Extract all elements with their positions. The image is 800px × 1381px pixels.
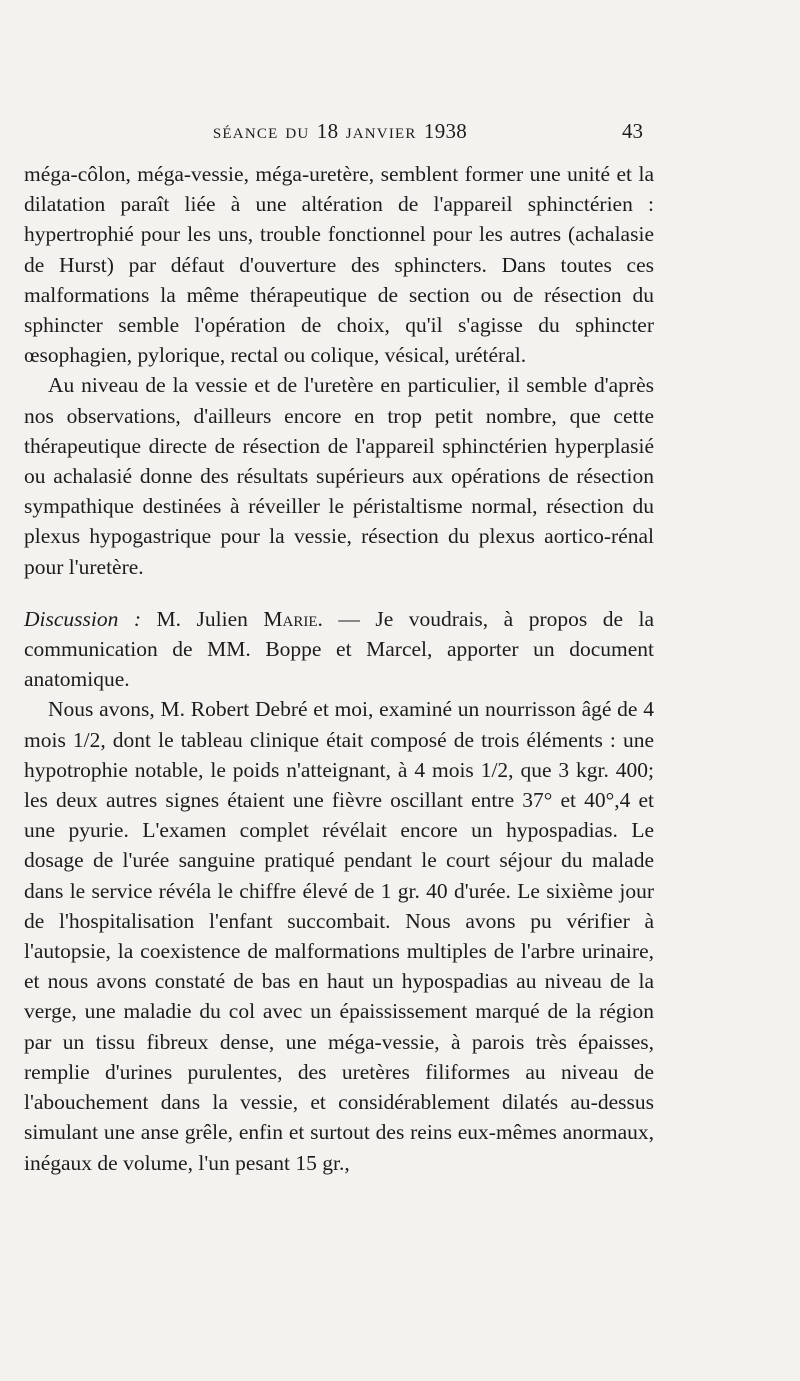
running-head-year: 1938 — [423, 119, 468, 143]
page-number: 43 — [622, 119, 643, 143]
discussion-speaker-prefix: M. Julien — [156, 606, 248, 631]
running-head-month: JANVIER — [345, 126, 417, 142]
paragraph-vessie-uretere: Au niveau de la vessie et de l'uretère en particulier, il semble d'après nos observations, d'ailleurs encore en trop petit nombre, que cette thérapeutique directe de résection de l'appareil sphinctérien hyperplasié ou achalasié donne des résultats supérieurs aux opérations de résection sympathique destinées à réveiller le péristaltisme normal, résection du plexus hypogastrique pour la vessie, résection du plexus aortico-rénal pour l'uretère. — [24, 373, 654, 579]
paragraph-continuation: méga-côlon, méga-vessie, méga-uretère, semblent former une unité et la dilatation paraît liée à une altération de l'appareil sphinctérien : hypertrophié pour les uns, trouble fonctionnel pour les autres (achalasie de Hurst) par défaut d'ouverture des sphincters. Dans toutes ces malformations la même thérapeutique de section ou de résection du sphincter semble l'opération de choix, qu'il s'agisse du sphincter œsophagien, pylorique, rectal ou colique, vésical, urétéral. — [24, 162, 654, 368]
running-head-seance: SÉANCE DU — [212, 126, 310, 142]
discussion-label: Discussion : — [24, 606, 142, 631]
running-head-day: 18 — [316, 119, 339, 143]
paragraph-discussion — [24, 604, 654, 695]
discussion-speaker-name: Marie — [263, 606, 318, 631]
discussion-text: . — Je voudrais, à propos de la communication de MM. Boppe et Marcel, apporter un document anatomique. — [24, 606, 655, 692]
paragraph-case-report: Nous avons, M. Robert Debré et moi, examiné un nourrisson âgé de 4 mois 1/2, dont le tableau clinique était composé de trois éléments : une hypotrophie notable, le poids n'atteignant, à 4 mois 1/2, que 3 kgr. 400; les deux autres signes étaient une fièvre oscillant entre 37° et 40°,4 et une pyurie. L'examen complet révélait encore un hypospadias. Le dosage de l'urée sanguine pratiqué pendant le court séjour du malade dans le service révéla le chiffre élevé de 1 gr. 40 d'urée. Le sixième jour de l'hospitalisation l'enfant succombait. Nous avons pu vérifier à l'autopsie, la coexistence de malformations multiples de l'arbre urinaire, et nous avons constaté de bas en haut un hypospadias au niveau de la verge, une maladie du col avec un épaississement marqué de la région par un tissu fibreux dense, une méga-vessie, à parois très épaisses, remplie d'urines purulentes, des uretères filiformes au niveau de l'abouchement dans la vessie, et considérablement dilatés au-dessus simulant une anse grêle, enfin et surtout des reins eux-mêmes anormaux, inégaux de volume, l'un pesant 15 gr., — [24, 697, 654, 1175]
running-head — [190, 119, 490, 144]
body-text — [24, 159, 654, 1178]
